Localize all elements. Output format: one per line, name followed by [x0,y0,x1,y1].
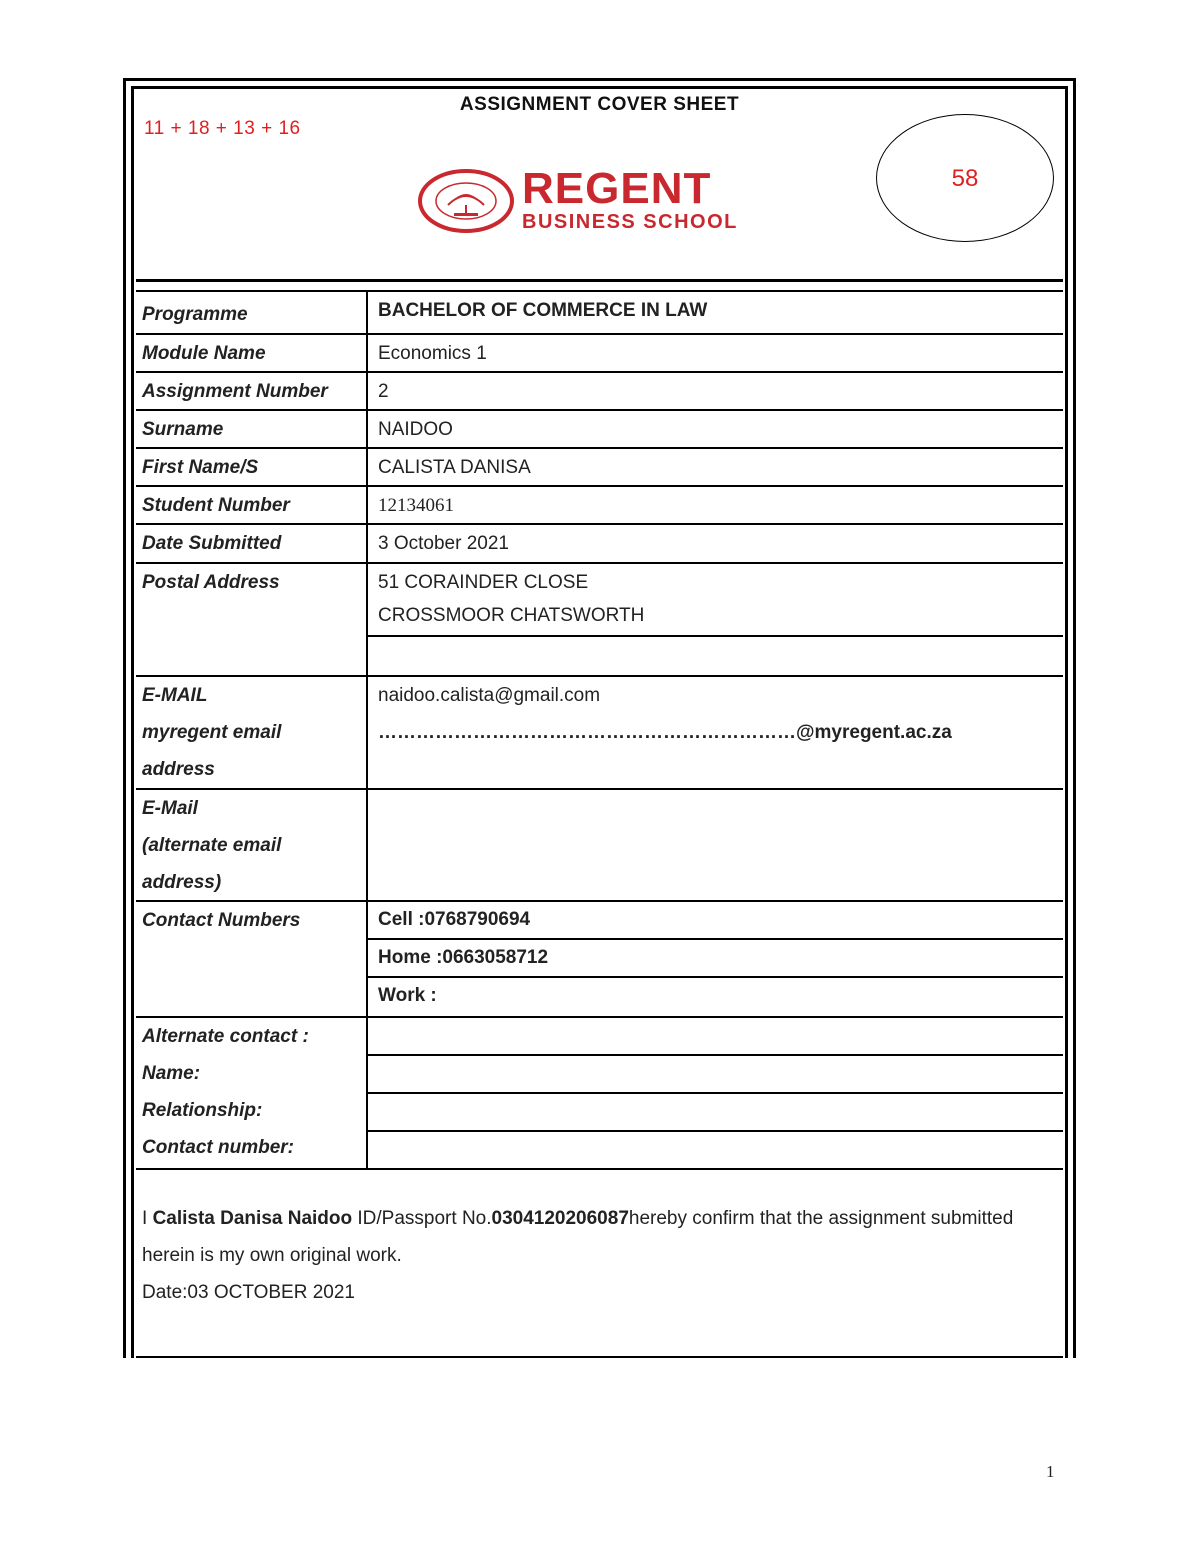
address-line-2: CROSSMOOR CHATSWORTH [378,605,645,626]
table-row [136,790,1063,902]
alt-email-value [368,790,1063,798]
home-number: Home :0663058712 [368,940,1063,978]
date-submitted-value: 3 October 2021 [378,533,509,554]
table-row [136,487,1063,525]
table-row [136,335,1063,373]
total-score: 58 [951,165,979,192]
table-row [136,902,1063,1018]
table-row [136,411,1063,449]
cover-sheet [136,90,1063,1358]
table-row [136,677,1063,790]
student-number-label: Student Number [136,487,368,523]
table-row [136,564,1063,677]
declaration [142,1200,1047,1311]
address-line-1: 51 CORAINDER CLOSE [378,572,589,593]
table-row [136,525,1063,564]
alternate-contact-number-value [368,1132,1063,1170]
alt-email-label: E-Mail (alternate email address) [136,790,368,900]
surname-value: NAIDOO [378,419,453,440]
email-label: E-MAIL myregent email address [136,677,368,788]
regent-seal-icon [418,165,518,237]
programme-value: BACHELOR OF COMMERCE IN LAW [378,300,708,321]
postal-address-label: Postal Address [136,564,368,675]
page-title: ASSIGNMENT COVER SHEET [459,94,740,115]
details-table [136,290,1063,1170]
regent-logo [418,165,788,237]
id-number: 0304120206087 [491,1208,629,1229]
assignment-value: 2 [378,381,389,402]
alternate-relationship-value [368,1094,1063,1132]
cover-header [136,90,1063,282]
page-number: 1 [1046,1462,1055,1481]
mark-breakdown: 11 + 18 + 13 + 16 [144,118,301,139]
email-value: naidoo.calista@gmail.com [378,685,601,706]
cell-number: Cell :0768790694 [368,902,1063,940]
myregent-email-value: …………………………………………………………@myregent.ac.za [378,722,952,743]
date-submitted-label: Date Submitted [136,525,368,562]
surname-label: Surname [136,411,368,447]
contact-numbers-label: Contact Numbers [136,902,368,1016]
logo-subtitle: BUSINESS SCHOOL [522,211,738,233]
first-name-label: First Name/S [136,449,368,485]
table-row [136,373,1063,411]
score-oval [876,114,1054,242]
work-number: Work : [378,985,437,1006]
declaration-text: I Calista Danisa Naidoo ID/Passport No.0304120206087hereby confirm that the assignment submitted herein is my own original work. [142,1208,1014,1266]
postal-address-value [368,564,1063,637]
first-name-value: CALISTA DANISA [378,457,531,478]
student-number-value: 12134061 [378,495,454,516]
alternate-contact-label: Alternate contact : Name: Relationship: Contact number: [136,1018,368,1168]
table-row [136,292,1063,335]
table-row [136,1018,1063,1170]
alternate-name-value [368,1056,1063,1094]
assignment-label: Assignment Number [136,373,368,409]
module-value: Economics 1 [378,343,487,364]
module-label: Module Name [136,335,368,371]
declaration-date: Date:03 OCTOBER 2021 [142,1282,355,1303]
alternate-contact-value [368,1018,1063,1056]
logo-name: REGENT [522,164,712,213]
programme-label: Programme [136,292,368,333]
student-full-name: Calista Danisa Naidoo [152,1208,353,1229]
table-row [136,449,1063,487]
